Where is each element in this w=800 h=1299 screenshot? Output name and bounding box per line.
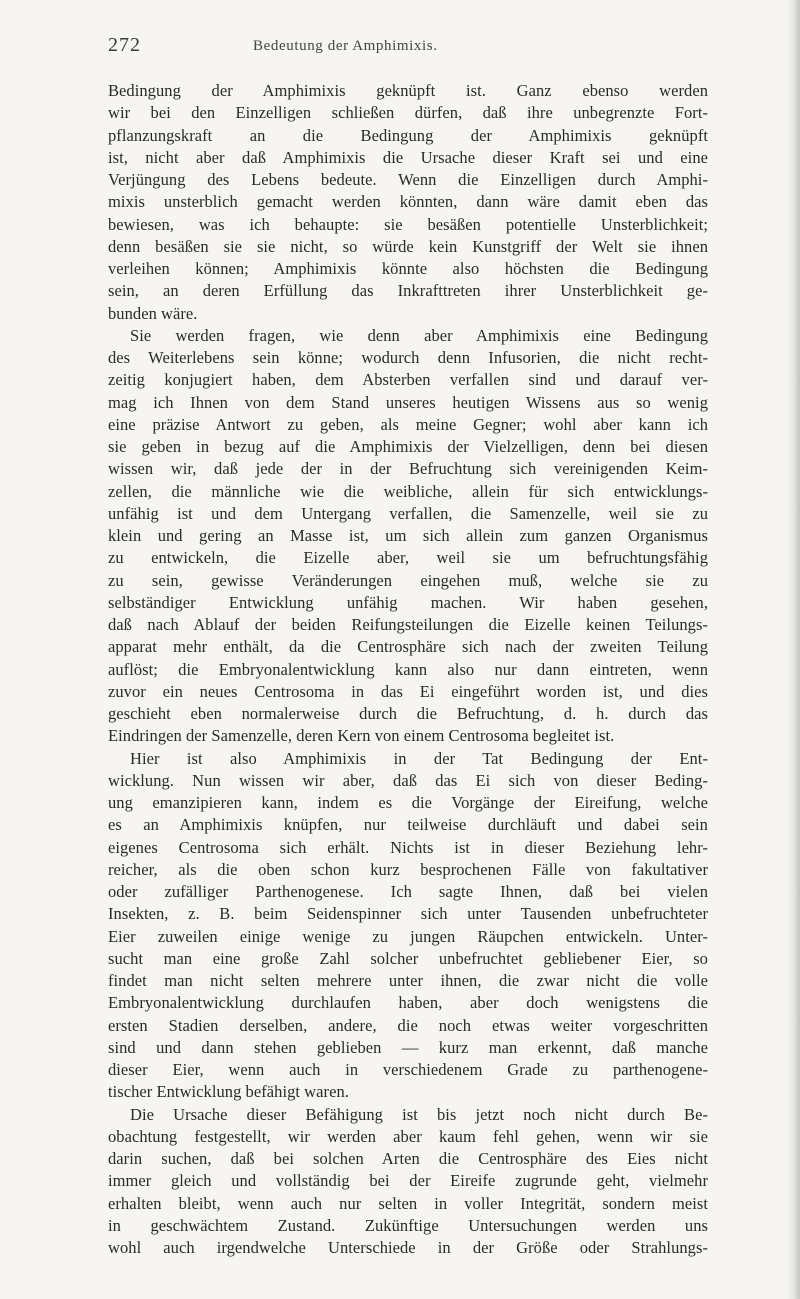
text-line: sie geben in bezug auf die Amphimixis der Vielzelligen, denn bei diesen: [108, 437, 708, 456]
text-line: denn besäßen sie sie nicht, so würde kein Kunstgriff der Welt sie ihnen: [108, 236, 708, 256]
text-line: apparat mehr enthält, da die Centrosphäre sich nach der zweiten Teilung: [108, 637, 708, 657]
text-line: findet man nicht selten mehrere unter ihnen, die zwar nicht die volle: [108, 971, 708, 990]
text-line: geschieht eben normalerweise durch die Befruchtung, d. h. durch das: [108, 704, 708, 723]
text-line: oder zufälliger Parthenogenese. Ich sagte Ihnen, daß bei vielen: [108, 882, 708, 901]
text-line: Eindringen der Samenzelle, deren Kern von einem Centrosoma begleitet ist.: [108, 726, 615, 746]
text-line: daß nach Ablauf der beiden Reifungsteilungen die Eizelle keinen Teilungs-: [108, 615, 708, 634]
text-line: selbständiger Entwicklung unfähig machen. Wir haben gesehen,: [108, 592, 708, 612]
text-line: sucht man eine große Zahl solcher unbefruchtet gebliebener Eier, so: [108, 948, 708, 968]
text-line: es an Amphimixis knüpfen, nur teilweise durchläuft und dabei sein: [108, 815, 708, 835]
text-line: tischer Entwicklung befähigt waren.: [108, 1082, 349, 1102]
text-line: klein und gering an Masse ist, um sich allein zum ganzen Organismus: [108, 526, 708, 545]
text-line: ersten Stadien derselben, andere, die noch etwas weiter vorgeschritten: [108, 1015, 708, 1035]
text-line: des Weiterlebens sein könne; wodurch denn Infusorien, die nicht recht-: [108, 348, 708, 367]
text-line: unfähig ist und dem Untergang verfallen, die Samenzelle, weil sie zu: [108, 503, 708, 523]
text-line: sind und dann stehen geblieben — kurz man erkennt, daß manche: [108, 1037, 708, 1057]
text-line: ung emanzipieren kann, indem es die Vorgänge der Eireifung, welche: [108, 793, 708, 812]
text-line: in geschwächtem Zustand. Zukünftige Untersuchungen werden uns: [108, 1215, 708, 1235]
text-line: Die Ursache dieser Befähigung ist bis jetzt noch nicht durch Be-: [130, 1104, 708, 1124]
text-line: wicklung. Nun wissen wir aber, daß das Ei sich von dieser Beding-: [108, 770, 708, 790]
text-line: verleihen können; Amphimixis könnte also höchsten die Bedingung: [108, 259, 708, 278]
page-header: [108, 34, 708, 60]
text-line: obachtung festgestellt, wir werden aber kaum fehl gehen, wenn wir sie: [108, 1126, 708, 1146]
text-line: wissen wir, daß jede der in der Befruchtung sich vereinigenden Keim-: [108, 459, 708, 479]
text-line: zu entwickeln, die Eizelle aber, weil sie um befruchtungsfähig: [108, 548, 708, 568]
text-line: darin suchen, daß bei solchen Arten die Centrosphäre des Eies nicht: [108, 1149, 708, 1168]
text-line: zuvor ein neues Centrosoma in das Ei eingeführt worden ist, und dies: [108, 681, 708, 701]
text-line: bunden wäre.: [108, 303, 198, 323]
running-title: Bedeutung der Amphimixis.: [253, 38, 438, 54]
text-line: Embryonalentwicklung durchlaufen haben, aber doch wenigstens die: [108, 993, 708, 1013]
text-line: pflanzungskraft an die Bedingung der Amphimixis geknüpft: [108, 125, 708, 145]
text-line: mag ich Ihnen von dem Stand unseres heutigen Wissens aus so wenig: [108, 392, 708, 412]
text-line: auflöst; die Embryonalentwicklung kann also nur dann eintreten, wenn: [108, 659, 708, 679]
text-line: zu sein, gewisse Veränderungen eingehen muß, welche sie zu: [108, 570, 708, 590]
text-line: dieser Eier, wenn auch in verschiedenem Grade zu parthenogene-: [108, 1060, 708, 1079]
page-number: 272: [108, 34, 141, 56]
text-line: ist, nicht aber daß Amphimixis die Ursache dieser Kraft sei und eine: [108, 147, 708, 167]
text-line: Sie werden fragen, wie denn aber Amphimixis eine Bedingung: [130, 325, 708, 345]
text-line: Verjüngung des Lebens bedeute. Wenn die Einzelligen durch Amphi-: [108, 170, 708, 189]
text-line: reicher, als die oben schon kurz besprochenen Fälle von fakultativer: [108, 859, 708, 879]
text-line: zellen, die männliche wie die weibliche, allein für sich entwicklungs-: [108, 481, 708, 501]
text-line: eine präzise Antwort zu geben, als meine Gegner; wohl aber kann ich: [108, 414, 708, 434]
page-edge-shadow: [786, 0, 800, 1299]
text-line: Hier ist also Amphimixis in der Tat Bedingung der Ent-: [130, 748, 708, 768]
text-line: wir bei den Einzelligen schließen dürfen, daß ihre unbegrenzte Fort-: [108, 103, 708, 123]
text-line: zeitig konjugiert haben, dem Absterben verfallen sind und darauf ver-: [108, 370, 708, 390]
text-line: mixis unsterblich gemacht werden könnten, dann wäre damit eben das: [108, 192, 708, 212]
text-line: Eier zuweilen einige wenige zu jungen Räupchen entwickeln. Unter-: [108, 926, 708, 946]
text-line: wohl auch irgendwelche Unterschiede in der Größe oder Strahlungs-: [108, 1238, 708, 1257]
text-line: eigenes Centrosoma sich erhält. Nichts ist in dieser Beziehung lehr-: [108, 837, 708, 857]
text-line: Bedingung der Amphimixis geknüpft ist. Ganz ebenso werden: [108, 81, 708, 100]
text-line: Insekten, z. B. beim Seidenspinner sich unter Tausenden unbefruchteter: [108, 904, 708, 924]
text-line: bewiesen, was ich behaupte: sie besäßen potentielle Unsterblichkeit;: [108, 214, 708, 234]
text-line: immer gleich und vollständig bei der Eireife zugrunde geht, vielmehr: [108, 1171, 708, 1191]
body-text: [108, 80, 708, 1259]
text-line: erhalten bleibt, wenn auch nur selten in voller Integrität, sondern meist: [108, 1193, 708, 1213]
text-line: sein, an deren Erfüllung das Inkrafttreten ihrer Unsterblichkeit ge-: [108, 281, 708, 301]
